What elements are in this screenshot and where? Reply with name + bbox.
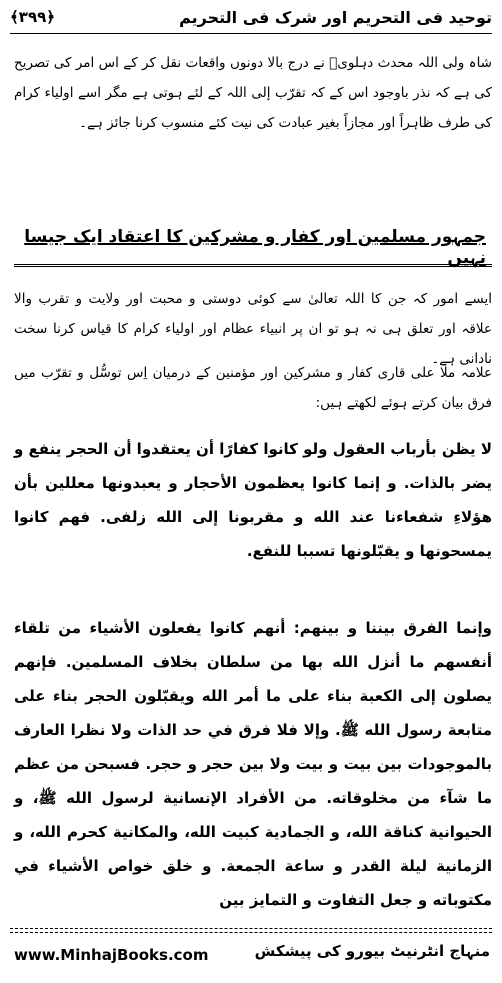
footer-divider-bottom: [10, 932, 492, 933]
page-header: [10, 6, 492, 32]
section-heading-box: [14, 220, 492, 267]
paragraph-2: ایسے امور کہ جن کا اللہ تعالیٰ سے کوئی دوستی و محبت اور ولایت و تقرب والا علاقہ اور تعلق ہی نہ ہو تو ان پر انبیاء عظام اور اولیاء کرام کا قیاس کرنا سخت نادانی ہے۔: [14, 291, 492, 367]
header-divider: [10, 33, 492, 34]
footer-divider-top: [10, 928, 492, 929]
running-title: توحید فی التحریم اور شرک فی التحریم: [179, 8, 492, 27]
footer-credit: منہاج انٹرنیٹ بیورو کی پیشکش: [254, 942, 490, 960]
arabic-quote-1: لا يظن بأرباب العقول ولو كانوا كفارًا أن يعتقدوا أن الحجر ينفع و يضر بالذات. و إنما كانوا يعظمون الأحجار و يعبدونها معللين بأن هؤلاءِ شفعاءنا عند الله و مقربونا إلى الله زلفى. فهم كانوا يمسحونها و يقبّلونها تسببا للنفع.: [14, 440, 492, 560]
section-heading: جمہور مسلمین اور کفار و مشرکین کا اعتقاد ایک جیسا نہیں: [24, 227, 486, 268]
intro-paragraph: شاہ ولی اللہ محدث دہلویؒ نے درج بالا دونوں واقعات نقل کر کے اس امر کی تصریح کی ہے کہ نذر باوجود اس کے کہ تقرّب إلی اللہ کے لئے ہوتی ہے مگر اسے اولیاء کرام کی طرف ظاہراً اور مجازاً بغیر عبادت کی نیت کئے منسوب کرنا جائز ہے۔: [14, 55, 492, 131]
arabic-quote-2: وإنما الفرق بيننا و بينهم: أنهم كانوا يفعلون الأشياء من تلقاء أنفسهم ما أنزل الله بها من سلطان بخلاف المسلمين. فإنهم يصلون إلى الكعبة بناء على ما أمر الله ويقبّلون الحجر بناء على متابعة رسول الله ﷺ. وإلا فلا فرق في حد الذات ولا نظرا العارف بالموجودات بين بيت و بيت ولا بين حجر و حجر. فسبحن من عظم ما شآء من مخلوقاته. من الأفراد الإنسانية لرسول الله ﷺ، و الحيوانية كناقة الله، و الجمادية كبيت الله، والمكانية كحرم الله، و الزمانية ليلة القدر و ساعة الجمعة. و خلق خواص الأشياء في مكتوباته و جعل التفاوت و التمايز بين: [14, 619, 492, 909]
page-number: ﴾۳۹۹﴿: [10, 8, 56, 26]
footer-website-link[interactable]: www.MinhajBooks.com: [14, 946, 209, 964]
paragraph-3: علامہ ملا علی قاری کفار و مشرکین اور مؤمنین کے درمیان اِس توسُّل و تقرّب میں فرق بیان کرتے ہوئے لکھتے ہیں:: [14, 365, 492, 411]
